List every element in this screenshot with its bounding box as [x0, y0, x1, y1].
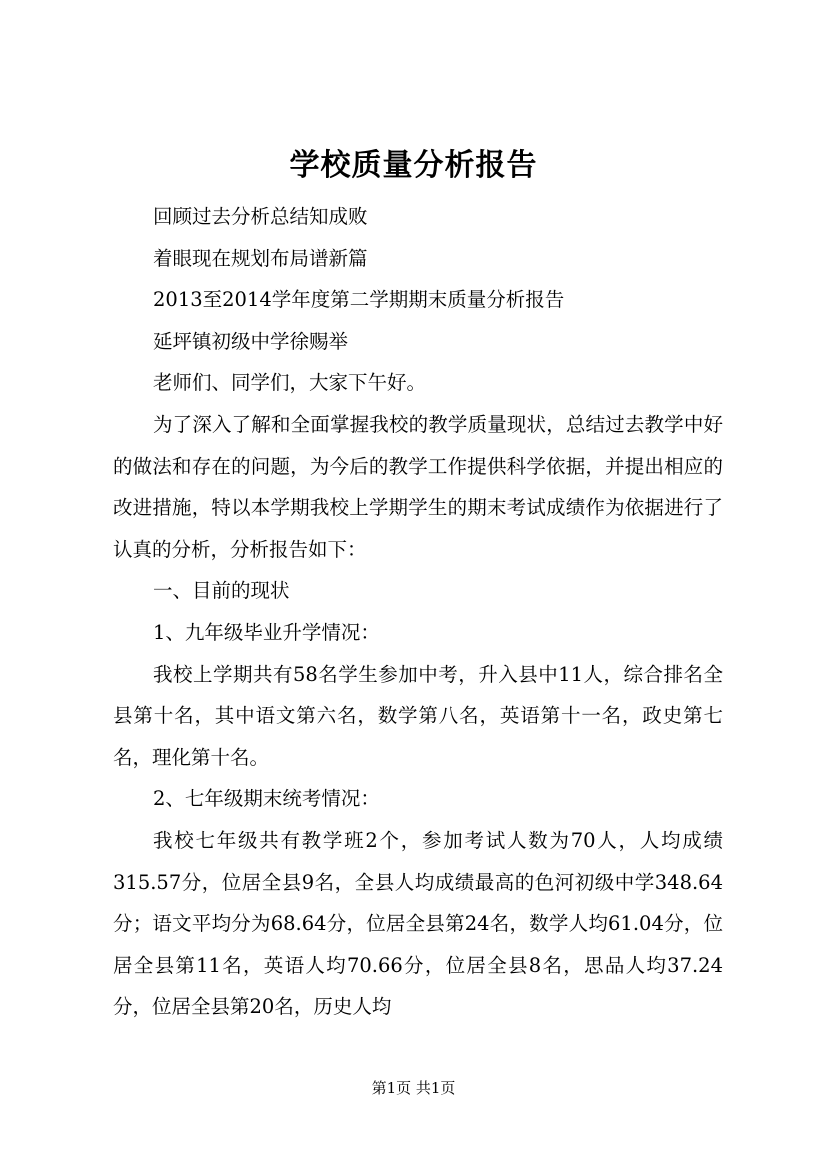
- subsection-heading-grade-7: 2、七年级期末统考情况：: [153, 787, 380, 811]
- section-heading-current-status: 一、目前的现状: [153, 579, 290, 603]
- subtitle-line-1: 回顾过去分析总结知成败: [153, 205, 368, 228]
- subsection-heading-grade-9: 1、九年级毕业升学情况：: [153, 620, 380, 644]
- subtitle-line-2: 着眼现在规划布局谱新篇: [153, 246, 368, 270]
- author-line: 延坪镇初级中学徐赐举: [153, 329, 349, 353]
- grade-7-paragraph: 我校七年级共有教学班2个，参加考试人数为70人，人均成绩315.57分，位居全县9名，全县人均成绩最高的色河初级中学348.64分；语文平均分为68.64分，位居全县第24名，数学人均61.04分，位居全县第11名，英语人均70.66分，位居全县8名，思品人均37.24分，位居全县第20名，历史人均: [113, 828, 723, 1019]
- greeting-line: 老师们、同学们，大家下午好。: [153, 371, 427, 395]
- report-name-line: 2013至2014学年度第二学期期末质量分析报告: [153, 288, 565, 312]
- intro-paragraph: 为了深入了解和全面掌握我校的教学质量现状，总结过去教学中好的做法和存在的问题，为今后的教学工作提供科学依据，并提出相应的改进措施，特以本学期我校上学期学生的期末考试成绩作为依据进行了认真的分析，分析报告如下：: [113, 412, 723, 561]
- page-footer: 第1页 共1页: [371, 1079, 456, 1097]
- grade-9-paragraph: 我校上学期共有58名学生参加中考，升入县中11人，综合排名全县第十名，其中语文第六名，数学第八名，英语第十一名，政史第七名，理化第十名。: [113, 662, 723, 769]
- document-title: 学校质量分析报告: [289, 148, 538, 183]
- document-body: [113, 196, 723, 1028]
